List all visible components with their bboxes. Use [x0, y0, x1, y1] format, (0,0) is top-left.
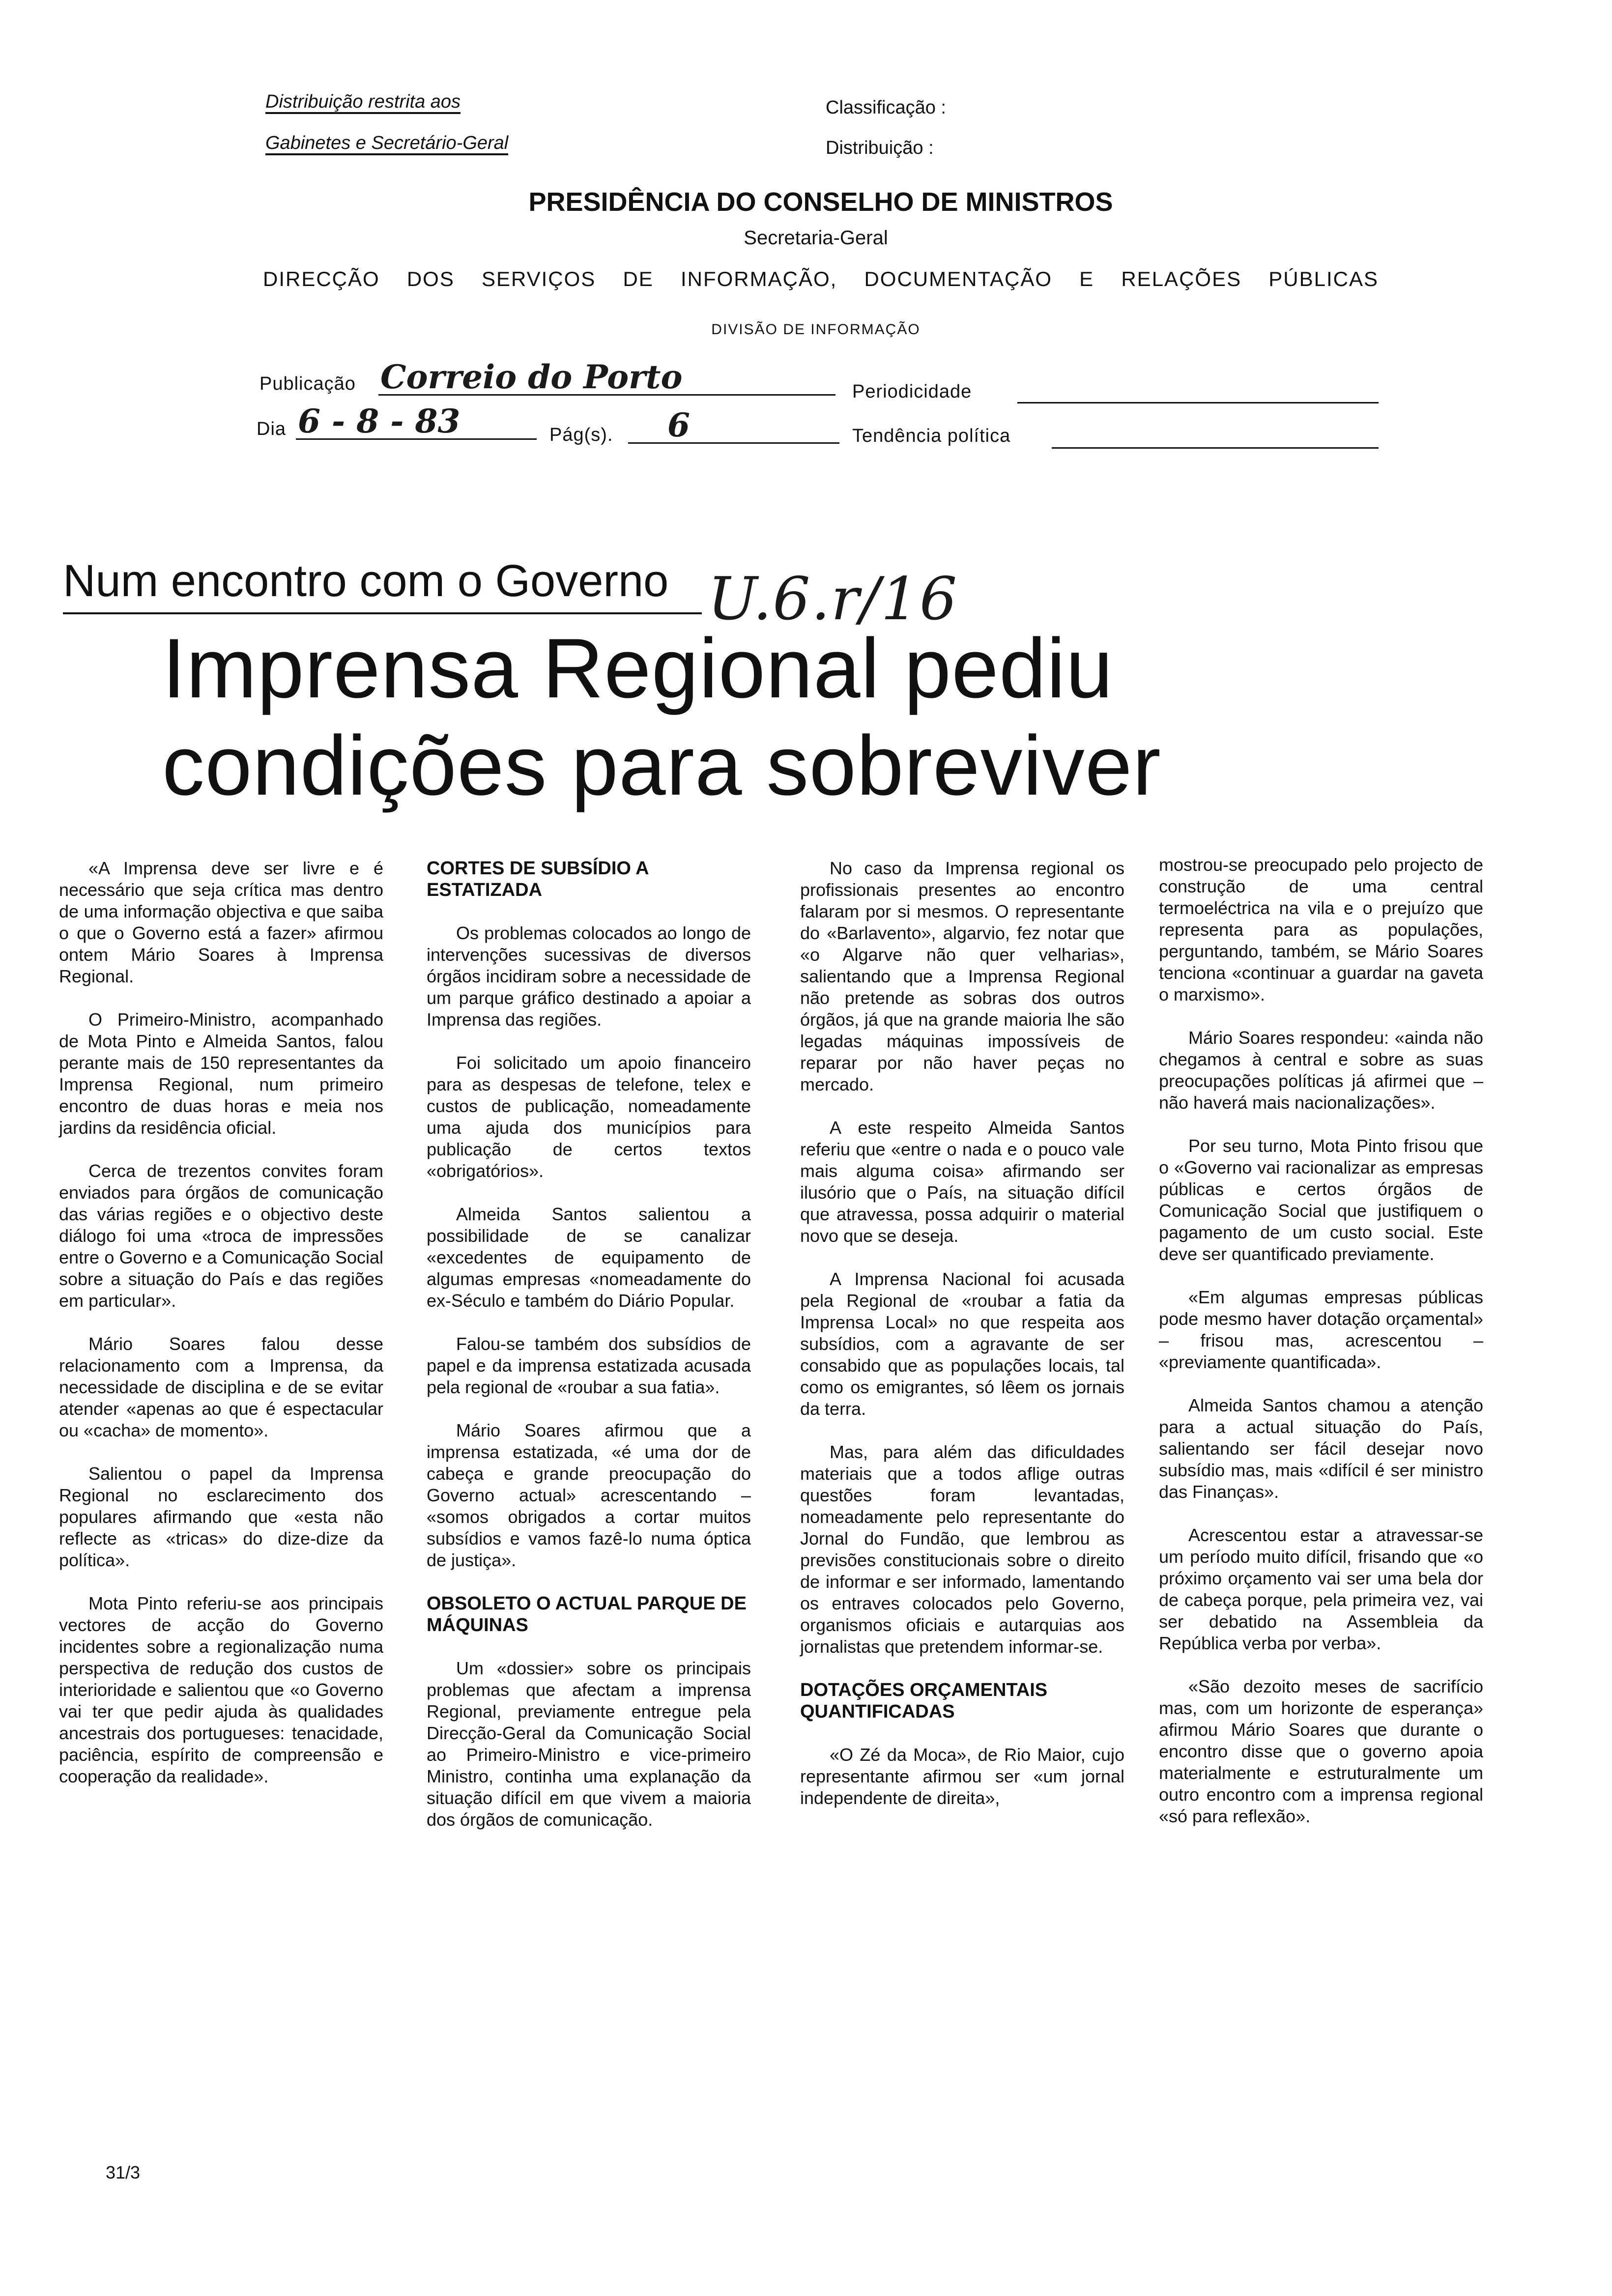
classification-label: Classificação : [826, 97, 946, 118]
day-label: Dia [257, 419, 287, 439]
col4-paragraph: Acrescentou estar a atravessar-se um período muito difícil, frisando que «o próximo orçamento vai ser uma bela dor de cabeça porque, pela primeira vez, vai ser debatido na Assembleia da República verba por verba». [1159, 1525, 1483, 1653]
col2-paragraph: Um «dossier» sobre os principais problemas que afectam a imprensa Regional, previamente entregue pela Direcção-Geral da Comunicação Social ao Primeiro-Ministro e vice-primeiro Ministro, continha uma explanação da situação difícil em que vivem a maioria dos órgãos de comunicação. [427, 1658, 751, 1830]
tendency-field [1052, 422, 1379, 449]
col3-paragraph: Mas, para além das dificuldades materiais que a todos aflige outras questões foram levantadas, nomeadamente pelo representante do Jornal do Fundão, que lembrou as previsões constitucionais sobre o direito de informar e ser informado, lamentando os entraves colocados pelo Governo, organismos oficiais e autarquias aos jornalistas que pretendem informar-se. [800, 1442, 1124, 1657]
col1-paragraph: O Primeiro-Ministro, acompanhado de Mota Pinto e Almeida Santos, falou perante mais de 150 representantes da Imprensa Regional, num primeiro encontro de duas horas e meia nos jardins da residência oficial. [59, 1009, 383, 1138]
col1-paragraph: Salientou o papel da Imprensa Regional no esclarecimento dos populares afirmando que «esta não reflecte as «tricas» do dize-dize da política». [59, 1464, 383, 1570]
day-field: 6 - 8 - 83 [296, 408, 537, 440]
periodicity-field [1017, 376, 1379, 403]
tendency-label: Tendência política [852, 426, 1011, 446]
article-kicker: Num encontro com o Governo [63, 556, 669, 606]
col2-paragraph: Falou-se também dos subsídios de papel e da imprensa estatizada acusada pela regional de «roubar a sua fatia». [427, 1334, 751, 1397]
secretariat-title: Secretaria-Geral [744, 227, 888, 249]
subheading-cortes: CORTES DE SUBSÍDIO A ESTATIZADA [427, 858, 649, 900]
col4-paragraph: «São dezoito meses de sacrifício mas, com um horizonte de esperança» afirmou Mário Soares que durante o encontro disse que o governo apoia materialmente e estruturalmente um outro encontro com a imprensa regional «só para reflexão». [1159, 1676, 1483, 1826]
col2-paragraph: Mário Soares afirmou que a imprensa estatizada, «é uma dor de cabeça e grande preocupação do Governo actual» acrescentando – «somos obrigados a cortar muitos subsídios e vamos fazê-lo numa óptica de justiça». [427, 1420, 751, 1570]
kicker-rule [63, 612, 702, 614]
periodicity-label: Periodicidade [852, 381, 972, 402]
col1-paragraph: Cerca de trezentos convites foram enviados para órgãos de comunicação das várias regiões e o objectivo deste diálogo foi uma «troca de impressões entre o Governo e a Comunicação Social sobre a situação do País e das regiões em particular». [59, 1161, 383, 1311]
distribution-line-1: Distribuição restrita aos [265, 91, 461, 113]
division-title: DIVISÃO DE INFORMAÇÃO [711, 321, 921, 338]
headline-line-1: Imprensa Regional pediu [162, 621, 1114, 716]
col3-paragraph: «O Zé da Moca», de Rio Maior, cujo representante afirmou ser «um jornal independente de direita», [800, 1745, 1124, 1808]
distribution-line-2: Gabinetes e Secretário-Geral [265, 133, 508, 154]
article-column-2 [427, 858, 751, 1852]
article-column-4 [1159, 854, 1483, 1849]
page-reference: 31/3 [106, 2162, 141, 2182]
col1-paragraph: Mário Soares falou desse relacionamento com a Imprensa, da necessidade de disciplina e de se evitar atender «apenas ao que é espectacular ou «cacha» de momento». [59, 1334, 383, 1440]
col4-paragraph: Mário Soares respondeu: «ainda não chegamos à central e sobre as suas preocupações políticas já afirmei que – não haverá mais nacionalizações». [1159, 1028, 1483, 1113]
col2-paragraph: Os problemas colocados ao longo de intervenções sucessivas de diversos órgãos incidiram sobre a necessidade de um parque gráfico destinado a apoiar a Imprensa das regiões. [427, 923, 751, 1030]
col4-paragraph: Por seu turno, Mota Pinto frisou que o «Governo vai racionalizar as empresas públicas e certos órgãos de Comunicação Social que justifiquem o pagamento de um custo social. Este deve ser quantificado previamente. [1159, 1136, 1483, 1264]
col2-paragraph: Foi solicitado um apoio financeiro para as despesas de telefone, telex e custos de publicação, nomeadamente uma ajuda dos municípios para publicação de certos textos «obrigatórios». [427, 1053, 751, 1181]
publication-field: Correio do Porto [378, 365, 835, 396]
col3-paragraph: A Imprensa Nacional foi acusada pela Regional de «roubar a fatia da Imprensa Local» no que respeita aos subsídios, com a agravante de ser consabido que as populações locais, tal como os emigrantes, só lêem os jornais da terra. [800, 1269, 1124, 1419]
col2-paragraph: Almeida Santos salientou a possibilidade de se canalizar «excedentes de equipamento de algumas empresas «nomeadamente do ex-Século e também do Diário Popular. [427, 1204, 751, 1311]
col1-paragraph: Mota Pinto referiu-se aos principais vectores de acção do Governo incidentes sobre a regionalização numa perspectiva de redução dos custos de interioridade e salientou que «o Governo vai ter que pedir ajuda às qualidades ancestrais dos portugueses: tenacidade, paciência, espírito de compreensão e cooperação da realidade». [59, 1593, 383, 1786]
handwritten-reference: U.6.r/16 [708, 565, 958, 633]
col4-paragraph: Almeida Santos chamou a atenção para a actual situação do País, salientando ser fácil desejar novo subsídio mas, mais «difícil é ser ministro das Finanças». [1159, 1395, 1483, 1502]
subheading-obsoleto: OBSOLETO O ACTUAL PARQUE DE MÁQUINAS [427, 1593, 747, 1636]
directorate-title: DIRECÇÃO DOS SERVIÇOS DE INFORMAÇÃO, DOCUMENTAÇÃO E RELAÇÕES PÚBLICAS [263, 267, 1379, 290]
col3-paragraph: A este respeito Almeida Santos referiu que «entre o nada e o pouco vale mais alguma coisa» afirmando ser ilusório que o País, na situação difícil que atravessa, possa adquirir o material novo que se deseja. [800, 1118, 1124, 1246]
distribution-label: Distribuição : [826, 138, 934, 158]
headline-line-2: condições para sobreviver [162, 718, 1161, 813]
article-column-3 [800, 858, 1124, 1831]
pages-field: 6 [628, 412, 839, 444]
pages-label: Pág(s). [549, 425, 613, 445]
col4-paragraph: «Em algumas empresas públicas pode mesmo haver dotação orçamental» – frisou mas, acrescentou – «previamente quantificada». [1159, 1287, 1483, 1372]
ministry-title: PRESIDÊNCIA DO CONSELHO DE MINISTROS [528, 187, 1113, 217]
col4-paragraph: mostrou-se preocupado pelo projecto de construção de uma central termoeléctrica na vila e o prejuízo que representa para as populações, perguntando, também, se Mário Soares tenciona «continuar a guardar na gaveta o marxismo». [1159, 855, 1483, 1004]
article-column-1 [59, 858, 383, 1809]
col3-paragraph: No caso da Imprensa regional os profissionais presentes ao encontro falaram por si mesmos. O representante do «Barlavento», algarvio, fez notar que «o Algarve não quer velharias», salientando que a Imprensa Regional não pretende as sobras dos outros órgãos, já que na grande maioria lhe são legadas máquinas impossíveis de reparar por não haver peças no mercado. [800, 858, 1124, 1094]
publication-label: Publicação [259, 373, 356, 394]
col1-paragraph: «A Imprensa deve ser livre e é necessário que seja crítica mas dentro de uma informação objectiva e que saiba o que o Governo está a fazer» afirmou ontem Mário Soares à Imprensa Regional. [59, 858, 383, 986]
subheading-dotacoes: DOTAÇÕES ORÇAMENTAIS QUANTIFICADAS [800, 1680, 1048, 1722]
